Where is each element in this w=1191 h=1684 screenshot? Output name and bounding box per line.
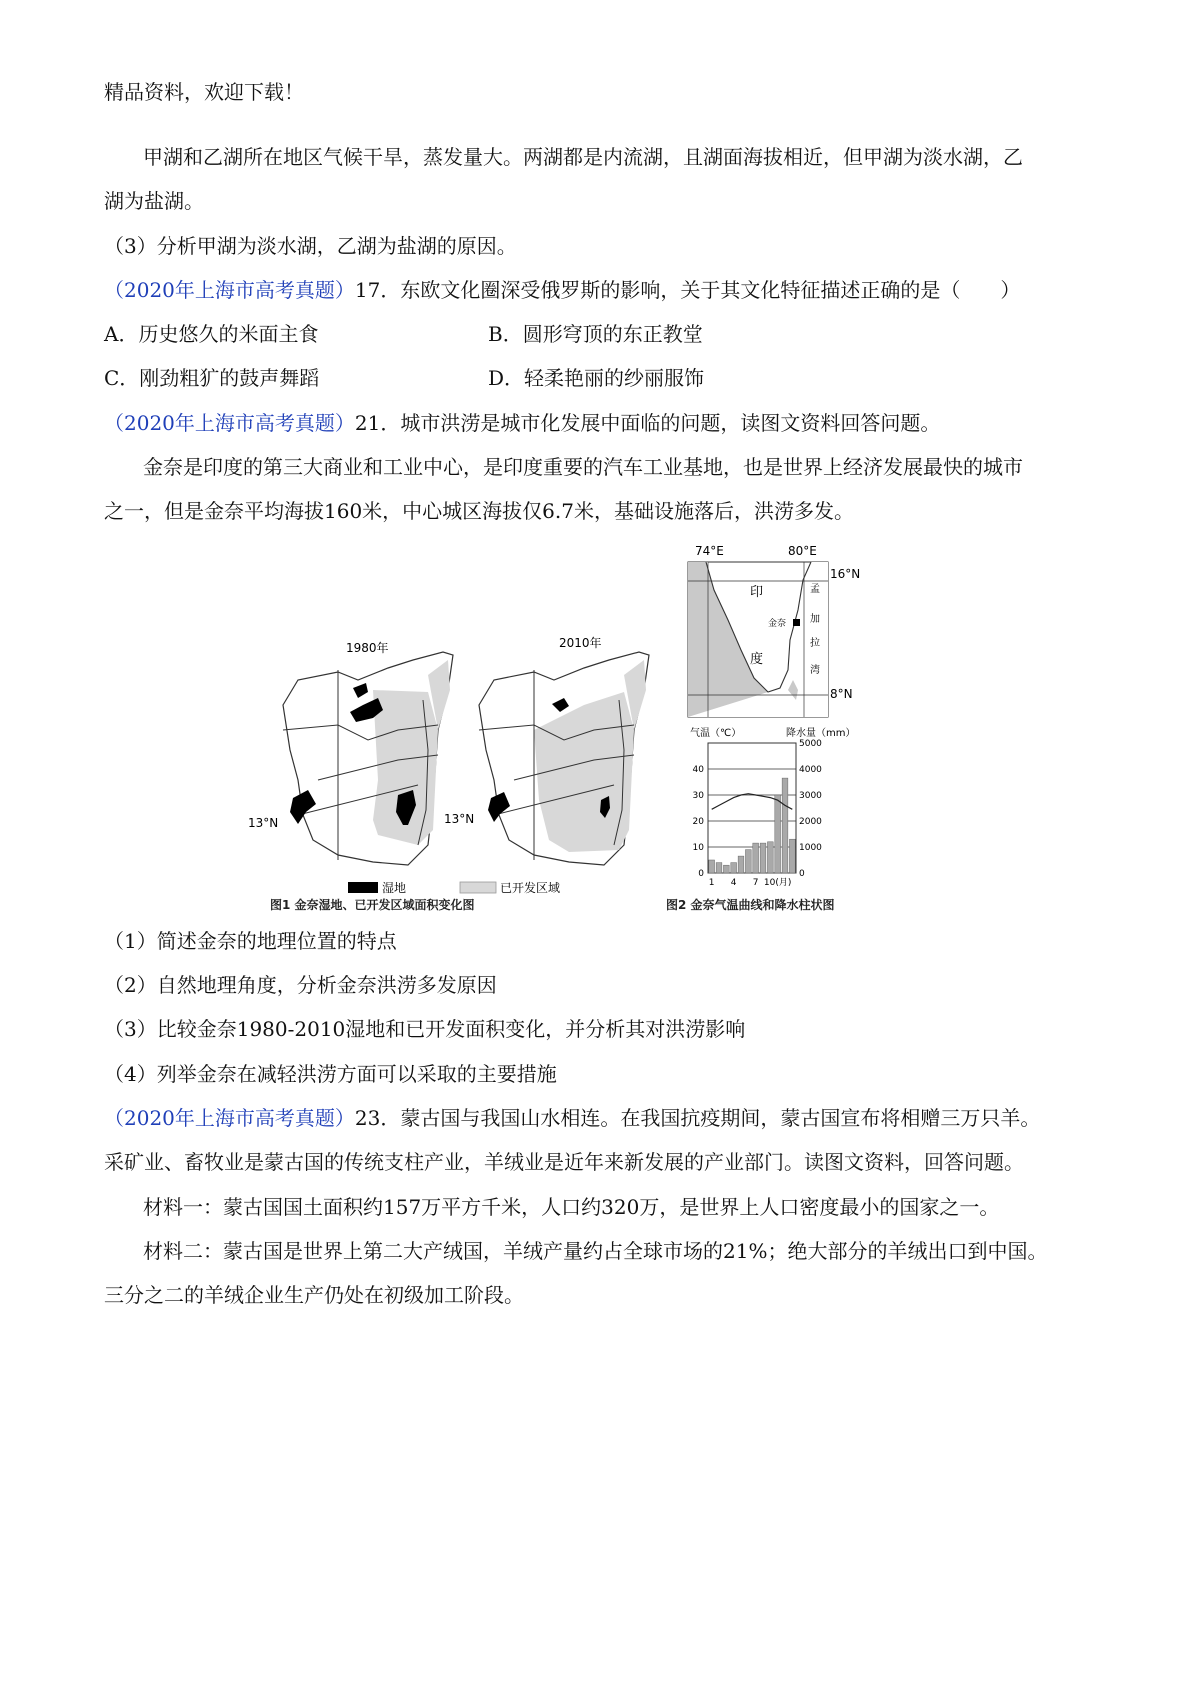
chart-ylabel-right: 降水量（mm）: [786, 728, 856, 739]
y-left-tick-label: 20: [692, 817, 704, 827]
q23-material-1: 材料一：蒙古国国土面积约157万平方千米，人口约320万，是世界上人口密度最小的国家之一。: [143, 1195, 1000, 1219]
figure-legend: [348, 880, 560, 895]
q23-stem: [104, 1104, 1040, 1132]
precip-bar: [789, 839, 795, 873]
q16-material-line1: 甲湖和乙湖所在地区气候干旱，蒸发量大。两湖都是内流湖，且湖面海拔相近，但甲湖为淡水湖，乙: [143, 145, 1023, 169]
legend-developed-label: 已开发区域: [500, 881, 561, 895]
q23-source: （2020年上海市高考真题）: [104, 1106, 355, 1130]
inset-lat8: 8°N: [830, 687, 853, 701]
q21-subquestion-4: （4）列举金奈在减轻洪涝方面可以采取的主要措施: [104, 1062, 557, 1086]
inset-india-2: 度: [750, 652, 764, 667]
inset-lon80: 80°E: [788, 544, 817, 558]
x-tick-label: 7: [752, 878, 759, 888]
map-2010-label: 2010年: [559, 636, 602, 650]
precip-bar: [775, 795, 781, 873]
inset-bay-1: 孟: [810, 584, 820, 595]
precip-bar: [753, 843, 759, 873]
inset-map-india: [688, 544, 860, 717]
q23-stem-line2: 采矿业、畜牧业是蒙古国的传统支柱产业，羊绒业是近年来新发展的产业部门。读图文资料，回答问题。: [104, 1150, 1024, 1174]
q17-option-c: C．刚劲粗犷的鼓声舞蹈: [104, 366, 320, 390]
precip-bar: [782, 778, 788, 873]
q21-material-line1: 金奈是印度的第三大商业和工业中心，是印度重要的汽车工业基地，也是世界上经济发展最快的城市: [143, 455, 1023, 479]
inset-bay-2: 加: [810, 614, 820, 625]
page-header: 精品资料，欢迎下载！: [104, 80, 304, 104]
inset-lat16: 16°N: [830, 567, 861, 581]
y-right-tick-label: 5000: [799, 739, 822, 749]
q16-material-line2: 湖为盐湖。: [104, 189, 204, 213]
figure-2-caption: 图2 金奈气温曲线和降水柱状图: [666, 898, 835, 912]
lat-13-label-1980: 13°N: [248, 816, 279, 830]
q21-source: （2020年上海市高考真题）: [104, 411, 355, 435]
inset-city-label: 金奈: [768, 619, 787, 629]
y-left-tick-label: 10: [692, 843, 704, 853]
q23-stem-text: 23．蒙古国与我国山水相连。在我国抗疫期间，蒙古国宣布将相赠三万只羊。: [354, 1106, 1041, 1130]
lat-13-label-2010: 13°N: [444, 812, 475, 826]
chennai-marker: [793, 619, 800, 626]
y-right-tick-label: 3000: [799, 791, 822, 801]
q17-source: （2020年上海市高考真题）: [104, 278, 355, 302]
map-1980: [248, 640, 453, 865]
y-right-tick-label: 2000: [799, 817, 822, 827]
precip-bar: [731, 863, 737, 873]
y-left-tick-label: 30: [692, 791, 704, 801]
q21-subquestion-1: （1）简述金奈的地理位置的特点: [104, 929, 397, 953]
q17-option-d: D．轻柔艳丽的纱丽服饰: [488, 366, 705, 390]
map-2010: [444, 635, 649, 865]
y-right-tick-label: 0: [799, 869, 805, 879]
precip-bar: [709, 860, 715, 873]
precip-bar: [723, 865, 729, 873]
legend-wetland-label: 湿地: [382, 881, 407, 895]
precip-bar: [716, 863, 722, 873]
legend-wetland-swatch: [348, 882, 378, 893]
y-right-tick-label: 4000: [799, 765, 822, 775]
q21-stem-text: 21．城市洪涝是城市化发展中面临的问题，读图文资料回答问题。: [354, 411, 941, 435]
q23-material-2-line2: 三分之二的羊绒企业生产仍处在初级加工阶段。: [104, 1283, 524, 1307]
x-tick-label: 1: [708, 878, 715, 888]
x-tick-label: 10(月): [763, 878, 792, 888]
q16-subquestion-3: （3）分析甲湖为淡水湖，乙湖为盐湖的原因。: [104, 234, 517, 258]
q17-stem: [104, 276, 1020, 304]
q21-stem: [104, 409, 940, 437]
map-1980-label: 1980年: [346, 641, 389, 655]
q21-subquestion-3: （3）比较金奈1980-2010湿地和已开发面积变化，并分析其对洪涝影响: [104, 1017, 746, 1041]
climate-chart: [690, 726, 855, 888]
inset-bay-4: 湾: [810, 665, 820, 676]
q21-subquestion-2: （2）自然地理角度，分析金奈洪涝多发原因: [104, 973, 497, 997]
precip-bar: [738, 856, 744, 873]
q17-option-b: B．圆形穹顶的东正教堂: [488, 322, 703, 346]
precip-bar: [767, 842, 773, 873]
precip-bar: [745, 850, 751, 873]
figure-1-caption: 图1 金奈湿地、已开发区域面积变化图: [270, 898, 475, 912]
legend-developed-swatch: [460, 882, 496, 893]
precip-bar: [760, 843, 766, 873]
inset-india-1: 印: [750, 585, 764, 600]
y-left-tick-label: 0: [698, 869, 704, 879]
x-tick-label: 4: [730, 878, 737, 888]
chart-ylabel-left: 气温（℃）: [690, 728, 742, 739]
inset-lon74: 74°E: [695, 544, 724, 558]
inset-bay-3: 拉: [810, 638, 820, 649]
q17-option-a: A．历史悠久的米面主食: [104, 322, 319, 346]
y-left-tick-label: 40: [692, 765, 704, 775]
q21-material-line2: 之一，但是金奈平均海拔160米，中心城区海拔仅6.7米，基础设施落后，洪涝多发。: [104, 499, 854, 523]
q23-material-2-line1: 材料二：蒙古国是世界上第二大产绒国，羊绒产量约占全球市场的21%；绝大部分的羊绒出口到中国。: [143, 1239, 1048, 1263]
y-right-tick-label: 1000: [799, 843, 822, 853]
q17-stem-text: 17．东欧文化圈深受俄罗斯的影响，关于其文化特征描述正确的是（ ）: [354, 278, 1021, 302]
